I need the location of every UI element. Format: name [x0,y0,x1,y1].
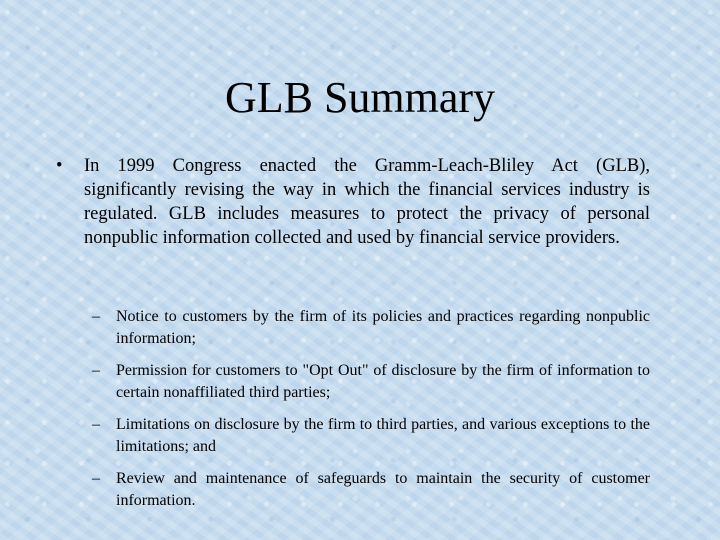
sub-bullet-marker: – [92,470,100,487]
sub-bullet-limitations [92,414,650,458]
main-bullet-text: In 1999 Congress enacted the Gramm-Leach-Bliley Act (GLB), significantly revising the way in which the financial services industry is regulated. GLB includes measures to protect the privacy of personal nonpublic information collected and used by financial service providers. [84,156,650,248]
sub-bullet-text: Notice to customers by the firm of its policies and practices regarding nonpublic information; [116,308,650,347]
sub-bullet-text: Permission for customers to "Opt Out" of disclosure by the firm of information to certain nonaffiliated third parties; [116,362,650,401]
sub-bullet-notice [92,306,650,350]
sub-bullet-marker: – [92,308,100,325]
bullet-marker: • [56,156,63,176]
main-bullet [56,154,650,250]
sub-bullet-marker: – [92,362,100,379]
slide-title: GLB Summary [224,73,496,122]
sub-bullet-safeguards [92,468,650,512]
sub-bullet-opt-out [92,360,650,404]
sub-bullet-text: Review and maintenance of safeguards to maintain the security of customer information. [116,470,650,509]
sub-bullet-text: Limitations on disclosure by the firm to third parties, and various exceptions to the limitations; and [116,416,650,455]
sub-bullet-marker: – [92,416,100,433]
